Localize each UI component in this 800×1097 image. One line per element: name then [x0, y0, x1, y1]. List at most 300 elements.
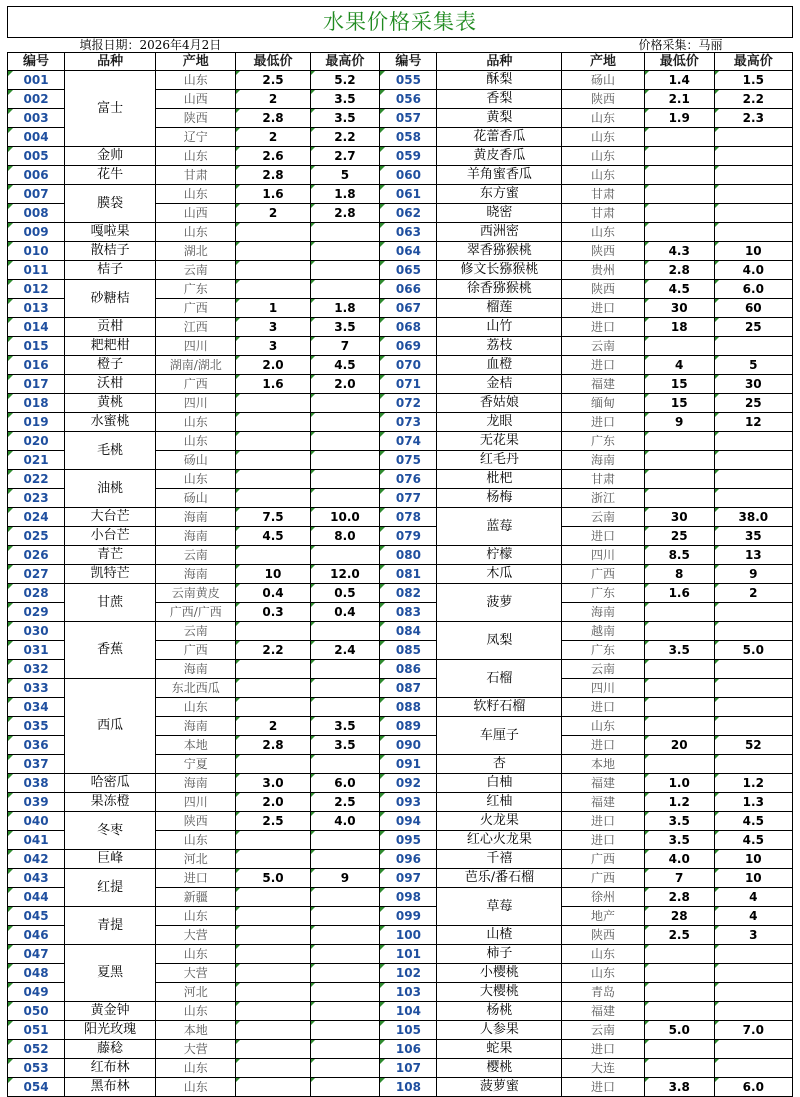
origin: 云南 — [156, 622, 236, 641]
fruit-variety: 黄梨 — [437, 109, 562, 128]
max-price — [310, 679, 380, 698]
item-code: 034 — [8, 698, 65, 717]
max-price: 1.3 — [714, 793, 792, 812]
item-code: 075 — [380, 451, 437, 470]
max-price — [714, 622, 792, 641]
item-code: 100 — [380, 926, 437, 945]
item-code: 087 — [380, 679, 437, 698]
fruit-variety: 红心火龙果 — [437, 831, 562, 850]
item-code: 016 — [8, 356, 65, 375]
origin: 福建 — [562, 793, 645, 812]
fruit-variety: 哈密瓜 — [65, 774, 156, 793]
origin: 山东 — [562, 717, 645, 736]
fill-date: 填报日期：2026年4月2日 — [8, 38, 380, 53]
fruit-variety: 杏 — [437, 755, 562, 774]
max-price: 6.0 — [714, 1078, 792, 1097]
min-price: 1.9 — [644, 109, 714, 128]
min-price — [236, 831, 310, 850]
fruit-variety: 木瓜 — [437, 565, 562, 584]
min-price: 15 — [644, 394, 714, 413]
max-price: 12.0 — [310, 565, 380, 584]
item-code: 080 — [380, 546, 437, 565]
item-code: 038 — [8, 774, 65, 793]
min-price: 20 — [644, 736, 714, 755]
min-price: 2.5 — [236, 71, 310, 90]
min-price: 1.6 — [236, 375, 310, 394]
min-price — [236, 850, 310, 869]
max-price — [310, 546, 380, 565]
item-code: 058 — [380, 128, 437, 147]
min-price: 30 — [644, 299, 714, 318]
min-price — [644, 622, 714, 641]
fruit-variety: 毛桃 — [65, 432, 156, 470]
origin: 广西 — [156, 641, 236, 660]
min-price: 18 — [644, 318, 714, 337]
item-code: 092 — [380, 774, 437, 793]
min-price — [644, 128, 714, 147]
origin: 山东 — [562, 147, 645, 166]
origin: 大营 — [156, 964, 236, 983]
header-low-left: 最低价 — [236, 53, 310, 71]
fruit-variety: 龙眼 — [437, 413, 562, 432]
item-code: 065 — [380, 261, 437, 280]
min-price — [644, 432, 714, 451]
fruit-variety: 枇杷 — [437, 470, 562, 489]
fruit-variety: 嘎啦果 — [65, 223, 156, 242]
table-row — [8, 793, 793, 812]
max-price: 2.7 — [310, 147, 380, 166]
origin: 广东 — [156, 280, 236, 299]
min-price — [644, 185, 714, 204]
origin: 山东 — [156, 223, 236, 242]
table-row — [8, 470, 793, 489]
origin: 本地 — [156, 736, 236, 755]
origin: 进口 — [562, 831, 645, 850]
max-price — [714, 432, 792, 451]
item-code: 081 — [380, 565, 437, 584]
max-price: 4.5 — [310, 356, 380, 375]
min-price: 3.5 — [644, 812, 714, 831]
min-price — [236, 907, 310, 926]
fruit-variety: 凤梨 — [437, 622, 562, 660]
fruit-variety: 蓝莓 — [437, 508, 562, 546]
fruit-variety: 榴莲 — [437, 299, 562, 318]
fruit-variety: 香蕉 — [65, 622, 156, 679]
min-price: 2.2 — [236, 641, 310, 660]
origin: 砀山 — [562, 71, 645, 90]
item-code: 036 — [8, 736, 65, 755]
origin: 山东 — [156, 907, 236, 926]
origin: 辽宁 — [156, 128, 236, 147]
fruit-variety: 黄桃 — [65, 394, 156, 413]
item-code: 086 — [380, 660, 437, 679]
min-price — [236, 451, 310, 470]
origin: 山东 — [562, 945, 645, 964]
min-price — [644, 983, 714, 1002]
fruit-variety: 东方蜜 — [437, 185, 562, 204]
item-code: 071 — [380, 375, 437, 394]
origin: 青岛 — [562, 983, 645, 1002]
origin: 砀山 — [156, 451, 236, 470]
min-price — [644, 1002, 714, 1021]
max-price: 30 — [714, 375, 792, 394]
origin: 广东 — [562, 641, 645, 660]
origin: 湖南/湖北 — [156, 356, 236, 375]
origin: 海南 — [156, 527, 236, 546]
fruit-variety: 小台芒 — [65, 527, 156, 546]
item-code: 084 — [380, 622, 437, 641]
min-price: 5.0 — [236, 869, 310, 888]
origin: 进口 — [562, 318, 645, 337]
max-price — [714, 204, 792, 223]
item-code: 027 — [8, 565, 65, 584]
max-price — [310, 926, 380, 945]
min-price: 7 — [644, 869, 714, 888]
fruit-variety: 砂糖桔 — [65, 280, 156, 318]
item-code: 020 — [8, 432, 65, 451]
max-price — [714, 679, 792, 698]
max-price: 3.5 — [310, 318, 380, 337]
max-price — [714, 964, 792, 983]
max-price — [310, 280, 380, 299]
origin: 四川 — [562, 546, 645, 565]
origin: 进口 — [562, 1078, 645, 1097]
table-row — [8, 565, 793, 584]
fruit-variety: 沃柑 — [65, 375, 156, 394]
max-price: 8.0 — [310, 527, 380, 546]
origin: 缅甸 — [562, 394, 645, 413]
max-price — [310, 964, 380, 983]
max-price: 7.0 — [714, 1021, 792, 1040]
origin: 山东 — [156, 1078, 236, 1097]
table-row — [8, 185, 793, 204]
fruit-variety: 花蕾香瓜 — [437, 128, 562, 147]
fruit-variety: 柿子 — [437, 945, 562, 964]
origin: 四川 — [156, 337, 236, 356]
max-price: 10.0 — [310, 508, 380, 527]
fruit-variety: 菠萝蜜 — [437, 1078, 562, 1097]
fruit-variety: 桔子 — [65, 261, 156, 280]
max-price — [714, 983, 792, 1002]
min-price: 2.8 — [644, 888, 714, 907]
origin: 进口 — [562, 356, 645, 375]
min-price — [236, 242, 310, 261]
item-code: 043 — [8, 869, 65, 888]
table-row — [8, 356, 793, 375]
max-price — [310, 223, 380, 242]
origin: 海南 — [156, 508, 236, 527]
max-price: 35 — [714, 527, 792, 546]
item-code: 101 — [380, 945, 437, 964]
header-origin-right: 产地 — [562, 53, 645, 71]
max-price — [310, 1078, 380, 1097]
item-code: 047 — [8, 945, 65, 964]
item-code: 070 — [380, 356, 437, 375]
min-price: 1.6 — [236, 185, 310, 204]
max-price: 6.0 — [714, 280, 792, 299]
item-code: 068 — [380, 318, 437, 337]
fruit-variety: 金帅 — [65, 147, 156, 166]
item-code: 017 — [8, 375, 65, 394]
item-code: 094 — [380, 812, 437, 831]
fruit-variety: 油桃 — [65, 470, 156, 508]
origin: 浙江 — [562, 489, 645, 508]
min-price — [236, 679, 310, 698]
item-code: 007 — [8, 185, 65, 204]
max-price — [310, 432, 380, 451]
table-row — [8, 147, 793, 166]
min-price — [236, 660, 310, 679]
max-price — [714, 166, 792, 185]
fruit-variety: 翠香猕猴桃 — [437, 242, 562, 261]
max-price — [714, 660, 792, 679]
min-price — [236, 1059, 310, 1078]
max-price — [310, 1021, 380, 1040]
max-price: 52 — [714, 736, 792, 755]
header-high-right: 最高价 — [714, 53, 792, 71]
min-price: 28 — [644, 907, 714, 926]
max-price: 1.8 — [310, 299, 380, 318]
item-code: 103 — [380, 983, 437, 1002]
fruit-variety: 水蜜桃 — [65, 413, 156, 432]
item-code: 085 — [380, 641, 437, 660]
min-price: 3.8 — [644, 1078, 714, 1097]
min-price: 4.0 — [644, 850, 714, 869]
fruit-variety: 红柚 — [437, 793, 562, 812]
min-price — [236, 280, 310, 299]
origin: 进口 — [562, 698, 645, 717]
min-price: 8 — [644, 565, 714, 584]
table-row — [8, 432, 793, 451]
item-code: 053 — [8, 1059, 65, 1078]
origin: 大营 — [156, 1040, 236, 1059]
item-code: 014 — [8, 318, 65, 337]
table-row — [8, 508, 793, 527]
table-row — [8, 223, 793, 242]
table-row — [8, 242, 793, 261]
fruit-variety: 杨桃 — [437, 1002, 562, 1021]
item-code: 039 — [8, 793, 65, 812]
max-price: 4 — [714, 907, 792, 926]
origin: 海南 — [562, 603, 645, 622]
max-price — [310, 1002, 380, 1021]
fruit-variety: 柠檬 — [437, 546, 562, 565]
collector: 价格采集：马丽 — [380, 38, 793, 53]
item-code: 067 — [380, 299, 437, 318]
origin: 云南 — [156, 261, 236, 280]
min-price — [236, 1021, 310, 1040]
item-code: 044 — [8, 888, 65, 907]
max-price: 5 — [714, 356, 792, 375]
item-code: 078 — [380, 508, 437, 527]
origin: 进口 — [562, 527, 645, 546]
fruit-variety: 火龙果 — [437, 812, 562, 831]
min-price: 15 — [644, 375, 714, 394]
item-code: 045 — [8, 907, 65, 926]
origin: 陕西 — [562, 90, 645, 109]
fruit-variety: 草莓 — [437, 888, 562, 926]
item-code: 004 — [8, 128, 65, 147]
item-code: 050 — [8, 1002, 65, 1021]
origin: 云南 — [562, 1021, 645, 1040]
fruit-variety: 人参果 — [437, 1021, 562, 1040]
table-row — [8, 280, 793, 299]
max-price: 25 — [714, 318, 792, 337]
fruit-variety: 修文长猕猴桃 — [437, 261, 562, 280]
fruit-variety: 千禧 — [437, 850, 562, 869]
origin: 山东 — [562, 964, 645, 983]
header-high-left: 最高价 — [310, 53, 380, 71]
fruit-variety: 夏黑 — [65, 945, 156, 1002]
item-code: 008 — [8, 204, 65, 223]
item-code: 018 — [8, 394, 65, 413]
origin: 进口 — [562, 812, 645, 831]
min-price — [644, 945, 714, 964]
max-price: 2.8 — [310, 204, 380, 223]
origin: 陕西 — [562, 926, 645, 945]
item-code: 063 — [380, 223, 437, 242]
origin: 四川 — [562, 679, 645, 698]
origin: 砀山 — [156, 489, 236, 508]
min-price: 1.0 — [644, 774, 714, 793]
max-price: 4.5 — [714, 812, 792, 831]
fruit-variety: 果冻橙 — [65, 793, 156, 812]
min-price — [236, 261, 310, 280]
origin: 云南 — [562, 508, 645, 527]
fruit-variety: 石榴 — [437, 660, 562, 698]
origin: 进口 — [562, 299, 645, 318]
min-price: 2.8 — [644, 261, 714, 280]
item-code: 005 — [8, 147, 65, 166]
origin: 陕西 — [156, 812, 236, 831]
min-price: 2.1 — [644, 90, 714, 109]
max-price — [714, 470, 792, 489]
min-price: 2.0 — [236, 356, 310, 375]
fruit-variety: 耙耙柑 — [65, 337, 156, 356]
max-price — [714, 1002, 792, 1021]
min-price — [644, 717, 714, 736]
min-price: 3.5 — [644, 831, 714, 850]
fruit-variety: 香梨 — [437, 90, 562, 109]
min-price: 2.8 — [236, 109, 310, 128]
header-row — [8, 53, 793, 71]
item-code: 041 — [8, 831, 65, 850]
fruit-variety: 花牛 — [65, 166, 156, 185]
item-code: 088 — [380, 698, 437, 717]
table-row — [8, 318, 793, 337]
fruit-variety: 荔枝 — [437, 337, 562, 356]
max-price: 3 — [714, 926, 792, 945]
min-price — [236, 1002, 310, 1021]
fruit-variety: 巨峰 — [65, 850, 156, 869]
min-price: 10 — [236, 565, 310, 584]
min-price: 2 — [236, 128, 310, 147]
origin: 山西 — [156, 204, 236, 223]
max-price — [714, 755, 792, 774]
min-price: 0.4 — [236, 584, 310, 603]
max-price: 3.5 — [310, 717, 380, 736]
item-code: 059 — [380, 147, 437, 166]
min-price: 2.8 — [236, 736, 310, 755]
min-price — [644, 223, 714, 242]
min-price — [236, 470, 310, 489]
max-price: 1.8 — [310, 185, 380, 204]
table-row — [8, 1021, 793, 1040]
origin: 云南 — [156, 546, 236, 565]
origin: 河北 — [156, 983, 236, 1002]
min-price — [236, 622, 310, 641]
item-code: 025 — [8, 527, 65, 546]
max-price — [310, 945, 380, 964]
fruit-variety: 车厘子 — [437, 717, 562, 755]
table-row — [8, 71, 793, 90]
max-price — [714, 717, 792, 736]
item-code: 048 — [8, 964, 65, 983]
max-price — [714, 128, 792, 147]
table-row — [8, 907, 793, 926]
item-code: 062 — [380, 204, 437, 223]
item-code: 003 — [8, 109, 65, 128]
header-code-left: 编号 — [8, 53, 65, 71]
item-code: 074 — [380, 432, 437, 451]
item-code: 028 — [8, 584, 65, 603]
max-price: 2.2 — [714, 90, 792, 109]
min-price: 4.5 — [644, 280, 714, 299]
table-row — [8, 394, 793, 413]
max-price — [714, 945, 792, 964]
origin: 越南 — [562, 622, 645, 641]
origin: 广东 — [562, 584, 645, 603]
fruit-variety: 香姑娘 — [437, 394, 562, 413]
max-price: 60 — [714, 299, 792, 318]
max-price: 2.3 — [714, 109, 792, 128]
item-code: 073 — [380, 413, 437, 432]
fruit-variety: 血橙 — [437, 356, 562, 375]
fruit-variety: 膜袋 — [65, 185, 156, 223]
max-price: 2.2 — [310, 128, 380, 147]
max-price: 3.5 — [310, 109, 380, 128]
item-code: 035 — [8, 717, 65, 736]
table-row — [8, 1059, 793, 1078]
min-price: 2 — [236, 90, 310, 109]
origin: 山东 — [156, 1059, 236, 1078]
max-price — [310, 242, 380, 261]
max-price: 7 — [310, 337, 380, 356]
item-code: 093 — [380, 793, 437, 812]
table-row — [8, 869, 793, 888]
min-price — [236, 983, 310, 1002]
title-row — [8, 7, 793, 38]
min-price: 9 — [644, 413, 714, 432]
origin: 河北 — [156, 850, 236, 869]
item-code: 097 — [380, 869, 437, 888]
fruit-variety: 芭乐/番石榴 — [437, 869, 562, 888]
max-price: 5.2 — [310, 71, 380, 90]
item-code: 010 — [8, 242, 65, 261]
min-price — [236, 489, 310, 508]
fruit-variety: 无花果 — [437, 432, 562, 451]
fruit-variety: 黑布林 — [65, 1078, 156, 1097]
item-code: 091 — [380, 755, 437, 774]
origin: 山东 — [156, 71, 236, 90]
fruit-variety: 樱桃 — [437, 1059, 562, 1078]
min-price: 1.6 — [644, 584, 714, 603]
max-price — [310, 850, 380, 869]
item-code: 024 — [8, 508, 65, 527]
max-price: 2.5 — [310, 793, 380, 812]
max-price — [714, 451, 792, 470]
max-price — [310, 1059, 380, 1078]
